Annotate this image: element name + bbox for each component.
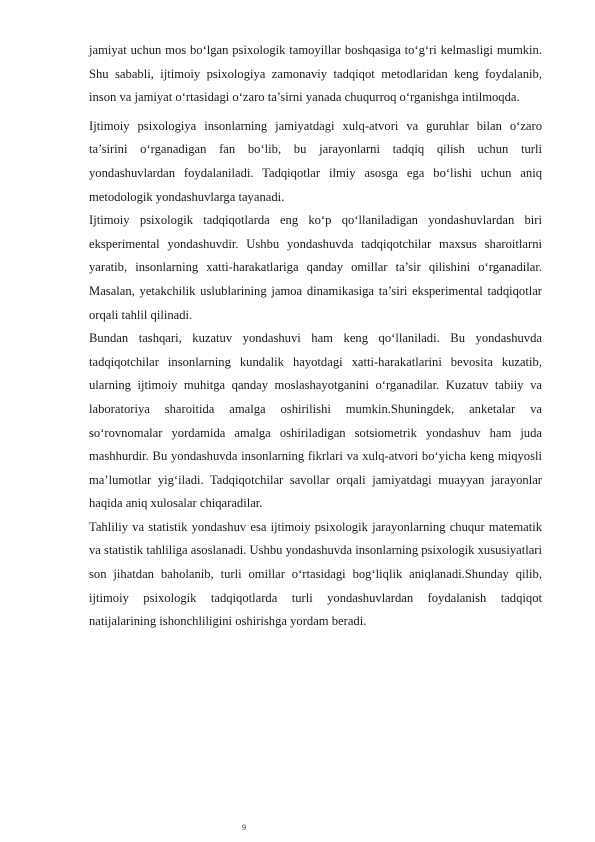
page-number: 9 [242,823,246,832]
paragraph-1: jamiyat uchun mos bo‘lgan psixologik tamoyillar boshqasiga to‘g‘ri kelmasligi mumkin. Shu sababli, ijtimoiy psixologiya zamonaviy tadqiqot metodlaridan keng foydalanib, inson va jamiyat o‘rtasidagi o‘zaro ta’sirni yanada chuqurroq o‘rganishga intilmoqda. [89,43,542,105]
paragraph-3: Ijtimoiy psixologik tadqiqotlarda eng ko‘p qo‘llaniladigan yondashuvlardan biri eksperimental yondashuvdir. Ushbu yondashuvda tadqiqotchilar maxsus sharoitlarni yaratib, insonlarning xatti-harakatlariga qanday omillar ta’sir qilishini o‘rganadilar. Masalan, yetakchilik uslublarining jamoa dinamikasiga ta’siri eksperimental tadqiqotlar orqali tahlil qilinadi. [89,213,542,322]
document-body [89,39,542,634]
paragraph-4: Bundan tashqari, kuzatuv yondashuvi ham keng qo‘llaniladi. Bu yondashuvda tadqiqotchilar insonlarning kundalik hayotdagi xatti-harakatlarini bevosita kuzatib, ularning ijtimoiy muhitga qanday moslashayotganini o‘rganadilar. Kuzatuv tabiiy va laboratoriya sharoitida amalga oshirilishi mumkin.Shuningdek, anketalar va so‘rovnomalar yordamida amalga oshiriladigan sotsiometrik yondashuv ham juda mashhurdir. Bu yondashuvda insonlarning fikrlari va xulq-atvori bo‘yicha keng miqyosli ma’lumotlar yig‘iladi. Tadqiqotchilar savollar orqali jamiyatdagi muayyan jarayonlar haqida aniq xulosalar chiqaradilar. [89,331,542,511]
paragraph-5: Tahliliy va statistik yondashuv esa ijtimoiy psixologik jarayonlarning chuqur matematik va statistik tahliliga asoslanadi. Ushbu yondashuvda insonlarning psixologik xususiyatlari son jihatdan baholanib, turli omillar o‘rtasidagi bog‘liqlik aniqlanadi.Shunday qilib, ijtimoiy psixologik tadqiqotlarda turli yondashuvlardan foydalanish tadqiqot natijalarining ishonchliligini oshirishga yordam beradi. [89,519,542,629]
paragraph-2: Ijtimoiy psixologiya insonlarning jamiyatdagi xulq-atvori va guruhlar bilan o‘zaro ta’sirini o‘rganadigan fan bo‘lib, bu jarayonlarni tadqiq qilish uchun turli yondashuvlardan foydalaniladi. Tadqiqotlar ilmiy asosga ega bo‘lishi uchun aniq metodologik yondashuvlarga tayanadi. [89,118,542,204]
